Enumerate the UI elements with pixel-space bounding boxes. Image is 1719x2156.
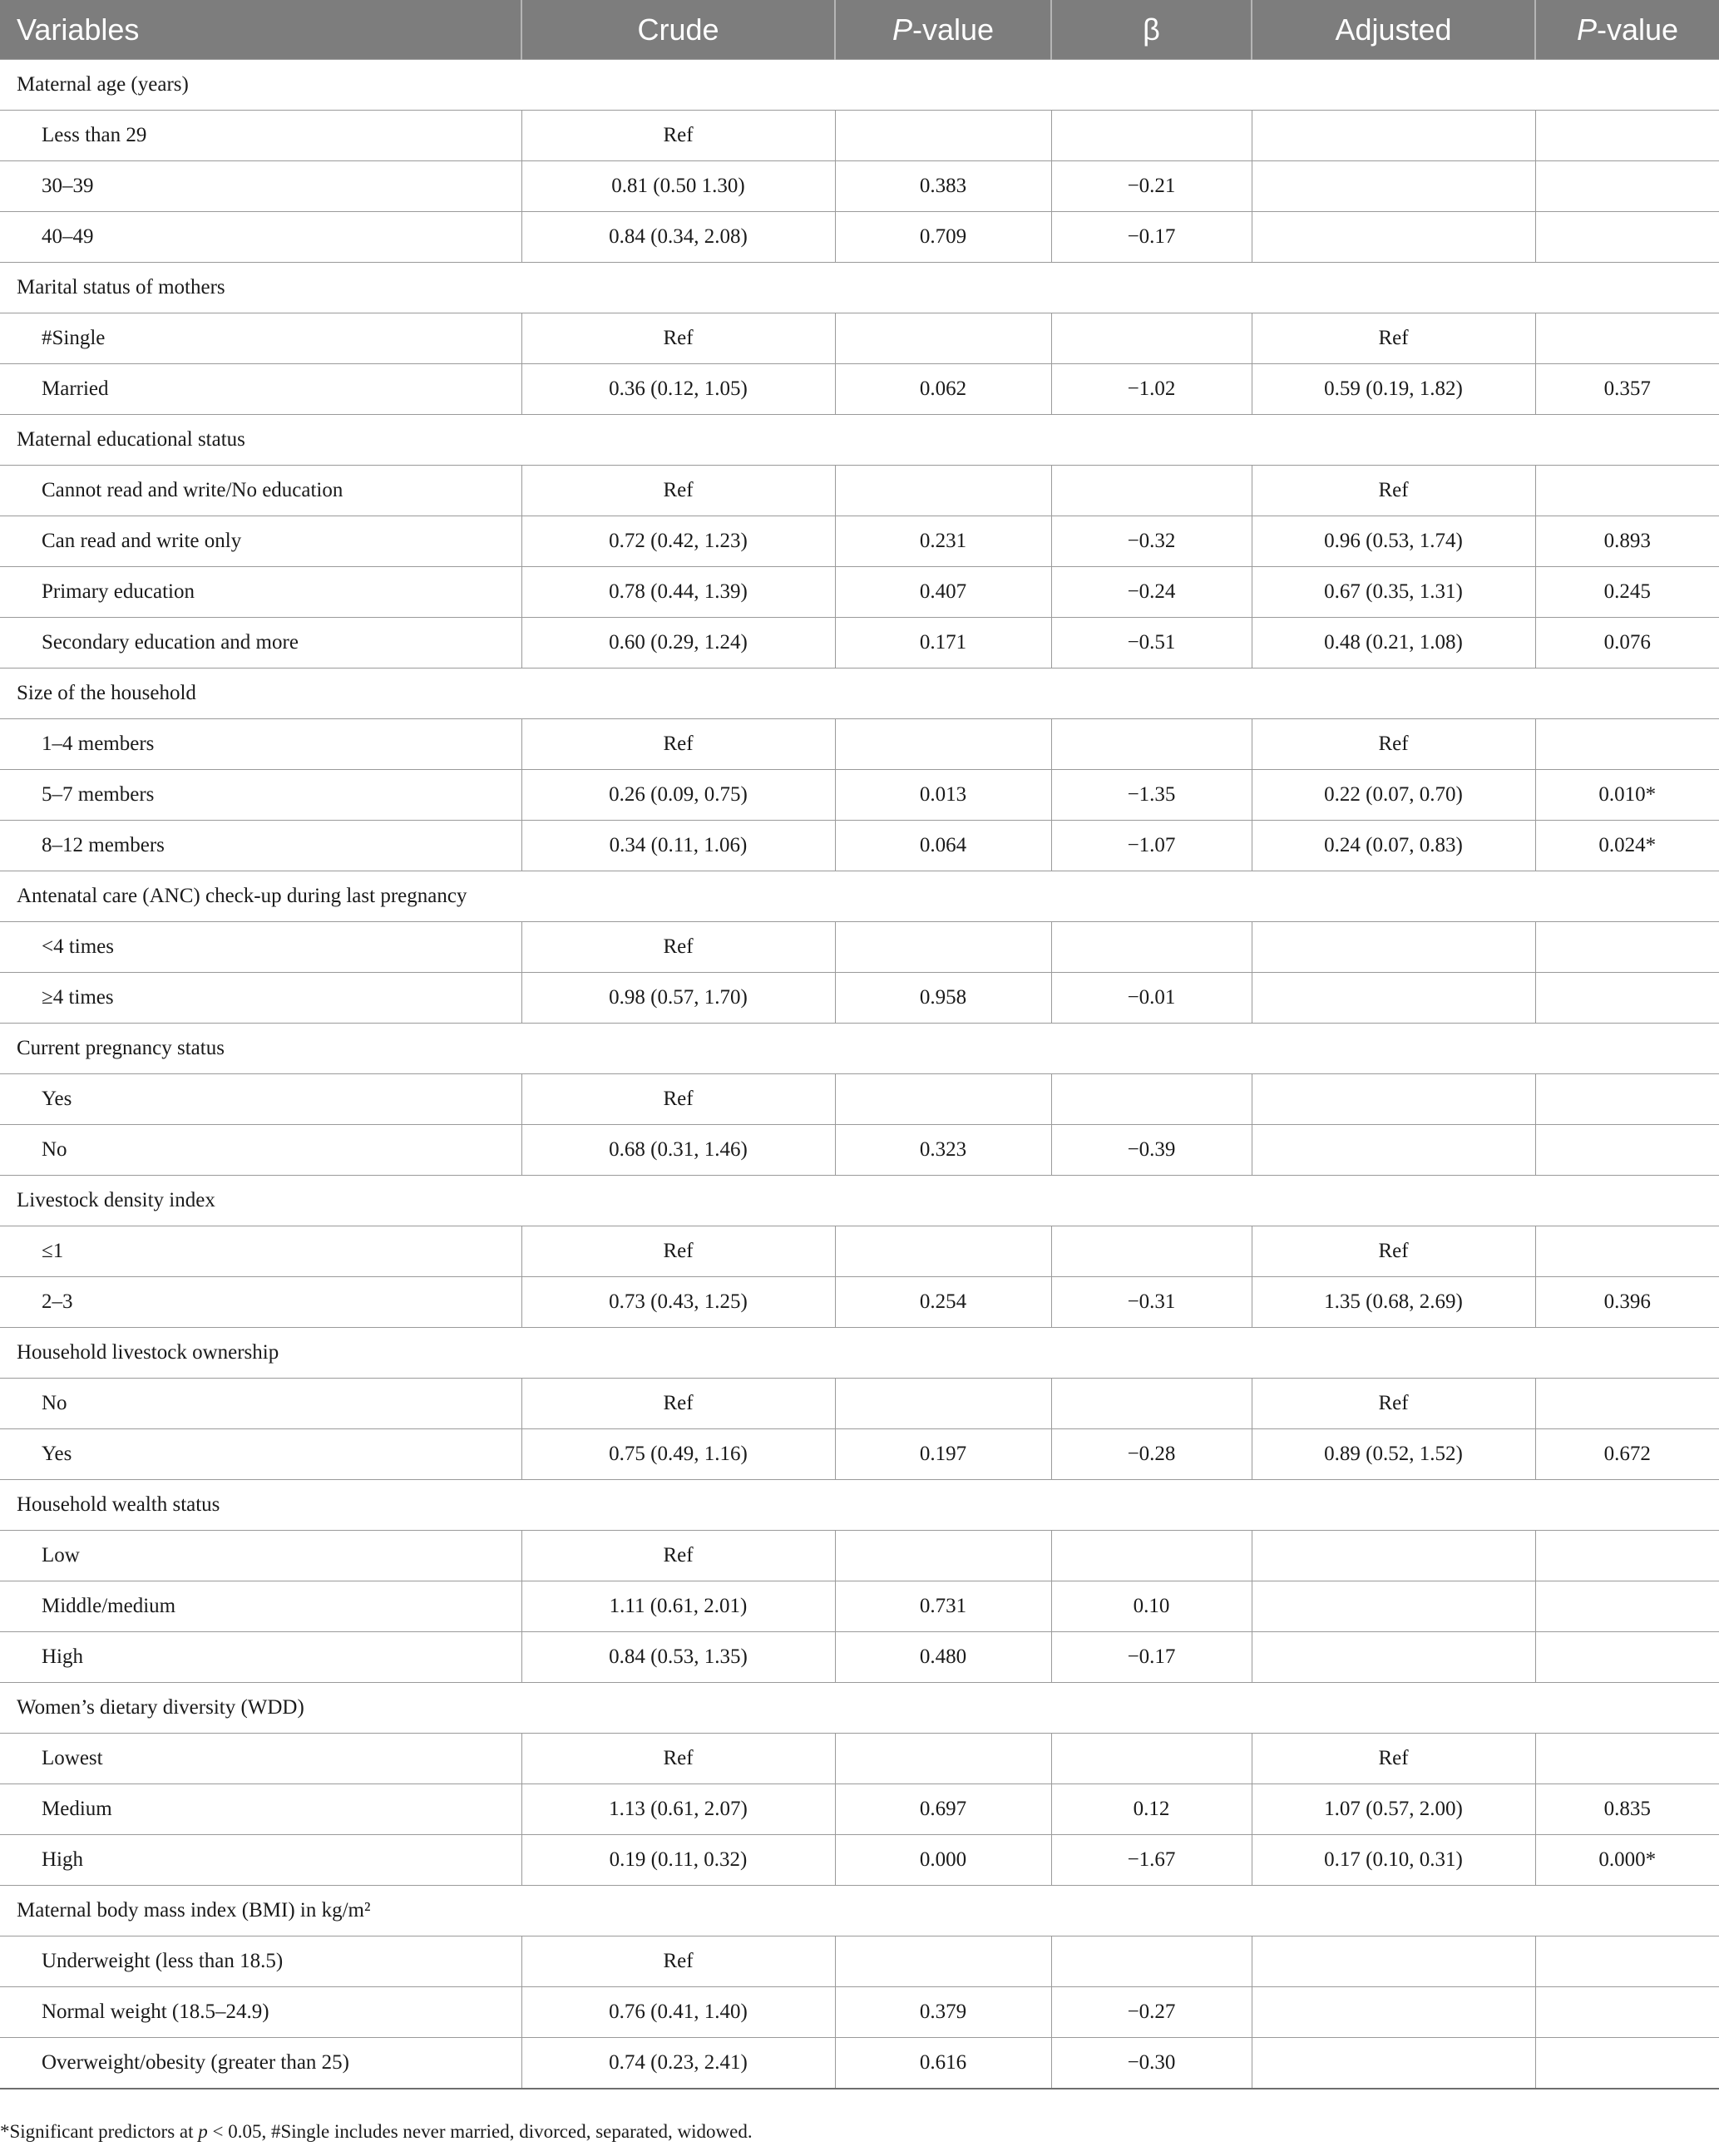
group-row (0, 1328, 1719, 1379)
p-value-cell (835, 313, 1051, 364)
table-row (0, 1125, 1719, 1176)
table-row (0, 1074, 1719, 1125)
variable-cell: Yes (0, 1429, 521, 1480)
group-label: Size of the household (0, 669, 1719, 719)
crude-cell: 0.84 (0.34, 2.08) (521, 212, 835, 263)
table-row (0, 1429, 1719, 1480)
group-label: Household wealth status (0, 1480, 1719, 1531)
beta-cell (1051, 1734, 1252, 1784)
variable-cell: ≤1 (0, 1226, 521, 1277)
group-label: Maternal age (years) (0, 60, 1719, 111)
group-label: Women’s dietary diversity (WDD) (0, 1683, 1719, 1734)
beta-cell (1051, 111, 1252, 161)
variable-cell: Middle/medium (0, 1581, 521, 1632)
beta-cell: −0.51 (1051, 618, 1252, 669)
adjusted-cell (1252, 1074, 1535, 1125)
table-row (0, 821, 1719, 871)
p-value-adjusted-cell: 0.396 (1535, 1277, 1719, 1328)
p-value-adjusted-cell (1535, 1987, 1719, 2038)
adjusted-cell (1252, 1531, 1535, 1581)
adjusted-cell: 0.89 (0.52, 1.52) (1252, 1429, 1535, 1480)
adjusted-cell (1252, 212, 1535, 263)
beta-cell (1051, 313, 1252, 364)
crude-cell: Ref (521, 1074, 835, 1125)
crude-cell: 0.81 (0.50 1.30) (521, 161, 835, 212)
crude-cell: 0.60 (0.29, 1.24) (521, 618, 835, 669)
adjusted-cell (1252, 1581, 1535, 1632)
variable-cell: No (0, 1379, 521, 1429)
adjusted-cell: 1.35 (0.68, 2.69) (1252, 1277, 1535, 1328)
adjusted-cell (1252, 1987, 1535, 2038)
p-value-cell: 0.000 (835, 1835, 1051, 1886)
p-value-cell (835, 1734, 1051, 1784)
p-value-cell: 0.616 (835, 2038, 1051, 2089)
table-row (0, 567, 1719, 618)
header-p-rest: -value (911, 12, 995, 47)
variable-cell: 1–4 members (0, 719, 521, 770)
p-value-adjusted-cell (1535, 1632, 1719, 1683)
group-row (0, 60, 1719, 111)
p-value-adjusted-cell (1535, 1581, 1719, 1632)
variable-cell: Cannot read and write/No education (0, 466, 521, 516)
header-p-adj-italic: P (1576, 12, 1597, 47)
group-label: Current pregnancy status (0, 1024, 1719, 1074)
table-row (0, 1226, 1719, 1277)
p-value-adjusted-cell: 0.893 (1535, 516, 1719, 567)
adjusted-cell (1252, 161, 1535, 212)
beta-cell (1051, 719, 1252, 770)
p-value-cell: 0.958 (835, 973, 1051, 1024)
crude-cell: 0.73 (0.43, 1.25) (521, 1277, 835, 1328)
p-value-adjusted-cell (1535, 313, 1719, 364)
crude-cell: Ref (521, 719, 835, 770)
p-value-cell: 0.254 (835, 1277, 1051, 1328)
crude-cell: Ref (521, 1379, 835, 1429)
table-row (0, 1784, 1719, 1835)
adjusted-cell: 1.07 (0.57, 2.00) (1252, 1784, 1535, 1835)
p-value-cell: 0.407 (835, 567, 1051, 618)
p-value-adjusted-cell: 0.357 (1535, 364, 1719, 415)
table-footnote (0, 2121, 753, 2143)
variable-cell: 30–39 (0, 161, 521, 212)
table-row (0, 1936, 1719, 1987)
header-p-value (835, 0, 1051, 60)
adjusted-cell: 0.59 (0.19, 1.82) (1252, 364, 1535, 415)
footnote-rest: < 0.05, #Single includes never married, divorced, separated, widowed. (207, 2121, 753, 2142)
beta-cell: −1.07 (1051, 821, 1252, 871)
adjusted-cell (1252, 973, 1535, 1024)
p-value-adjusted-cell: 0.076 (1535, 618, 1719, 669)
header-crude: Crude (521, 0, 835, 60)
table-row (0, 973, 1719, 1024)
beta-cell (1051, 466, 1252, 516)
variable-cell: Can read and write only (0, 516, 521, 567)
group-row (0, 871, 1719, 922)
variable-cell: Married (0, 364, 521, 415)
p-value-cell (835, 466, 1051, 516)
group-label: Maternal body mass index (BMI) in kg/m² (0, 1886, 1719, 1936)
p-value-adjusted-cell (1535, 1936, 1719, 1987)
table-row (0, 516, 1719, 567)
variable-cell: ≥4 times (0, 973, 521, 1024)
group-row (0, 1024, 1719, 1074)
group-row (0, 1480, 1719, 1531)
p-value-cell (835, 922, 1051, 973)
adjusted-cell: 0.67 (0.35, 1.31) (1252, 567, 1535, 618)
adjusted-cell: Ref (1252, 466, 1535, 516)
header-p-value-adjusted (1535, 0, 1719, 60)
p-value-adjusted-cell (1535, 973, 1719, 1024)
beta-cell: −0.01 (1051, 973, 1252, 1024)
variable-cell: Primary education (0, 567, 521, 618)
p-value-adjusted-cell: 0.672 (1535, 1429, 1719, 1480)
p-value-cell (835, 1226, 1051, 1277)
group-row (0, 1886, 1719, 1936)
crude-cell: Ref (521, 1226, 835, 1277)
beta-cell: −1.35 (1051, 770, 1252, 821)
crude-cell: Ref (521, 111, 835, 161)
crude-cell: 0.36 (0.12, 1.05) (521, 364, 835, 415)
p-value-cell (835, 1074, 1051, 1125)
p-value-cell: 0.697 (835, 1784, 1051, 1835)
p-value-adjusted-cell: 0.000* (1535, 1835, 1719, 1886)
adjusted-cell: 0.96 (0.53, 1.74) (1252, 516, 1535, 567)
beta-cell: −1.67 (1051, 1835, 1252, 1886)
adjusted-cell (1252, 2038, 1535, 2089)
beta-cell (1051, 1531, 1252, 1581)
p-value-adjusted-cell (1535, 922, 1719, 973)
variable-cell: Normal weight (18.5–24.9) (0, 1987, 521, 2038)
p-value-cell (835, 1531, 1051, 1581)
variable-cell: 5–7 members (0, 770, 521, 821)
crude-cell: 0.19 (0.11, 0.32) (521, 1835, 835, 1886)
variable-cell: No (0, 1125, 521, 1176)
beta-cell: −0.24 (1051, 567, 1252, 618)
adjusted-cell: 0.17 (0.10, 0.31) (1252, 1835, 1535, 1886)
p-value-cell: 0.709 (835, 212, 1051, 263)
p-value-adjusted-cell: 0.245 (1535, 567, 1719, 618)
table-row (0, 1379, 1719, 1429)
beta-cell: −0.30 (1051, 2038, 1252, 2089)
p-value-adjusted-cell (1535, 719, 1719, 770)
table-row (0, 770, 1719, 821)
variable-cell: #Single (0, 313, 521, 364)
table-row (0, 1581, 1719, 1632)
p-value-adjusted-cell (1535, 111, 1719, 161)
crude-cell: 0.68 (0.31, 1.46) (521, 1125, 835, 1176)
p-value-adjusted-cell (1535, 1226, 1719, 1277)
p-value-adjusted-cell (1535, 1734, 1719, 1784)
p-value-cell (835, 111, 1051, 161)
group-label: Maternal educational status (0, 415, 1719, 466)
table-row (0, 111, 1719, 161)
group-label: Livestock density index (0, 1176, 1719, 1226)
p-value-adjusted-cell (1535, 2038, 1719, 2089)
p-value-cell: 0.197 (835, 1429, 1051, 1480)
beta-cell: −1.02 (1051, 364, 1252, 415)
adjusted-cell: 0.24 (0.07, 0.83) (1252, 821, 1535, 871)
variable-cell: Yes (0, 1074, 521, 1125)
table-row (0, 1987, 1719, 2038)
table-row (0, 1531, 1719, 1581)
table-row (0, 212, 1719, 263)
adjusted-cell: Ref (1252, 1226, 1535, 1277)
adjusted-cell (1252, 922, 1535, 973)
group-row (0, 415, 1719, 466)
table-row (0, 719, 1719, 770)
table-header (0, 0, 1719, 60)
variable-cell: 8–12 members (0, 821, 521, 871)
p-value-cell (835, 1936, 1051, 1987)
beta-cell: −0.17 (1051, 212, 1252, 263)
table-row (0, 364, 1719, 415)
beta-cell: −0.21 (1051, 161, 1252, 212)
crude-cell: Ref (521, 1531, 835, 1581)
table-body (0, 60, 1719, 2089)
variable-cell: <4 times (0, 922, 521, 973)
table-row (0, 313, 1719, 364)
beta-cell (1051, 1074, 1252, 1125)
group-row (0, 263, 1719, 313)
group-label: Antenatal care (ANC) check-up during last pregnancy (0, 871, 1719, 922)
variable-cell: High (0, 1835, 521, 1886)
beta-cell (1051, 922, 1252, 973)
p-value-cell: 0.231 (835, 516, 1051, 567)
crude-cell: Ref (521, 1936, 835, 1987)
beta-cell: −0.39 (1051, 1125, 1252, 1176)
group-row (0, 669, 1719, 719)
variable-cell: Medium (0, 1784, 521, 1835)
header-p-italic: P (892, 12, 912, 47)
beta-cell: −0.17 (1051, 1632, 1252, 1683)
crude-cell: 0.72 (0.42, 1.23) (521, 516, 835, 567)
variable-cell: Underweight (less than 18.5) (0, 1936, 521, 1987)
variable-cell: High (0, 1632, 521, 1683)
beta-cell: 0.12 (1051, 1784, 1252, 1835)
p-value-cell: 0.064 (835, 821, 1051, 871)
table-row (0, 1835, 1719, 1886)
beta-cell: −0.28 (1051, 1429, 1252, 1480)
header-p-adj-rest: -value (1596, 12, 1679, 47)
p-value-adjusted-cell (1535, 1379, 1719, 1429)
beta-cell: 0.10 (1051, 1581, 1252, 1632)
beta-cell: −0.31 (1051, 1277, 1252, 1328)
group-row (0, 1683, 1719, 1734)
crude-cell: 0.98 (0.57, 1.70) (521, 973, 835, 1024)
p-value-adjusted-cell: 0.010* (1535, 770, 1719, 821)
p-value-cell: 0.379 (835, 1987, 1051, 2038)
adjusted-cell: Ref (1252, 719, 1535, 770)
p-value-cell: 0.383 (835, 161, 1051, 212)
crude-cell: 0.78 (0.44, 1.39) (521, 567, 835, 618)
crude-cell: 0.76 (0.41, 1.40) (521, 1987, 835, 2038)
variable-cell: Less than 29 (0, 111, 521, 161)
p-value-adjusted-cell (1535, 1074, 1719, 1125)
header-beta: β (1051, 0, 1252, 60)
footnote-p: p (198, 2121, 208, 2142)
p-value-adjusted-cell (1535, 161, 1719, 212)
beta-cell (1051, 1226, 1252, 1277)
beta-cell (1051, 1379, 1252, 1429)
beta-cell: −0.27 (1051, 1987, 1252, 2038)
crude-cell: 0.74 (0.23, 2.41) (521, 2038, 835, 2089)
adjusted-cell: Ref (1252, 313, 1535, 364)
adjusted-cell: 0.22 (0.07, 0.70) (1252, 770, 1535, 821)
crude-cell: 0.34 (0.11, 1.06) (521, 821, 835, 871)
table-row (0, 2038, 1719, 2089)
p-value-cell: 0.731 (835, 1581, 1051, 1632)
variable-cell: 2–3 (0, 1277, 521, 1328)
group-row (0, 1176, 1719, 1226)
adjusted-cell (1252, 1936, 1535, 1987)
crude-cell: Ref (521, 922, 835, 973)
crude-cell: 0.26 (0.09, 0.75) (521, 770, 835, 821)
adjusted-cell: 0.48 (0.21, 1.08) (1252, 618, 1535, 669)
p-value-cell: 0.480 (835, 1632, 1051, 1683)
p-value-adjusted-cell (1535, 1531, 1719, 1581)
header-variables: Variables (0, 0, 521, 60)
p-value-adjusted-cell (1535, 466, 1719, 516)
p-value-cell (835, 1379, 1051, 1429)
variable-cell: Low (0, 1531, 521, 1581)
adjusted-cell (1252, 111, 1535, 161)
table-row (0, 1632, 1719, 1683)
crude-cell: Ref (521, 466, 835, 516)
table-row (0, 1277, 1719, 1328)
table-row (0, 922, 1719, 973)
footnote-prefix: *Significant predictors at (0, 2121, 199, 2142)
p-value-adjusted-cell (1535, 1125, 1719, 1176)
adjusted-cell (1252, 1125, 1535, 1176)
p-value-cell: 0.171 (835, 618, 1051, 669)
adjusted-cell: Ref (1252, 1379, 1535, 1429)
table-row (0, 466, 1719, 516)
variable-cell: Lowest (0, 1734, 521, 1784)
crude-cell: 0.75 (0.49, 1.16) (521, 1429, 835, 1480)
variable-cell: 40–49 (0, 212, 521, 263)
group-label: Household livestock ownership (0, 1328, 1719, 1379)
p-value-adjusted-cell: 0.835 (1535, 1784, 1719, 1835)
variable-cell: Overweight/obesity (greater than 25) (0, 2038, 521, 2089)
group-label: Marital status of mothers (0, 263, 1719, 313)
beta-cell: −0.32 (1051, 516, 1252, 567)
p-value-adjusted-cell: 0.024* (1535, 821, 1719, 871)
p-value-cell: 0.323 (835, 1125, 1051, 1176)
crude-cell: 1.11 (0.61, 2.01) (521, 1581, 835, 1632)
beta-cell (1051, 1936, 1252, 1987)
header-row (0, 0, 1719, 60)
table-row (0, 161, 1719, 212)
p-value-cell: 0.013 (835, 770, 1051, 821)
crude-cell: Ref (521, 313, 835, 364)
adjusted-cell (1252, 1632, 1535, 1683)
crude-cell: 0.84 (0.53, 1.35) (521, 1632, 835, 1683)
table-row (0, 1734, 1719, 1784)
table-row (0, 618, 1719, 669)
header-adjusted: Adjusted (1252, 0, 1535, 60)
p-value-cell (835, 719, 1051, 770)
p-value-adjusted-cell (1535, 212, 1719, 263)
crude-cell: 1.13 (0.61, 2.07) (521, 1784, 835, 1835)
crude-cell: Ref (521, 1734, 835, 1784)
p-value-cell: 0.062 (835, 364, 1051, 415)
variable-cell: Secondary education and more (0, 618, 521, 669)
adjusted-cell: Ref (1252, 1734, 1535, 1784)
